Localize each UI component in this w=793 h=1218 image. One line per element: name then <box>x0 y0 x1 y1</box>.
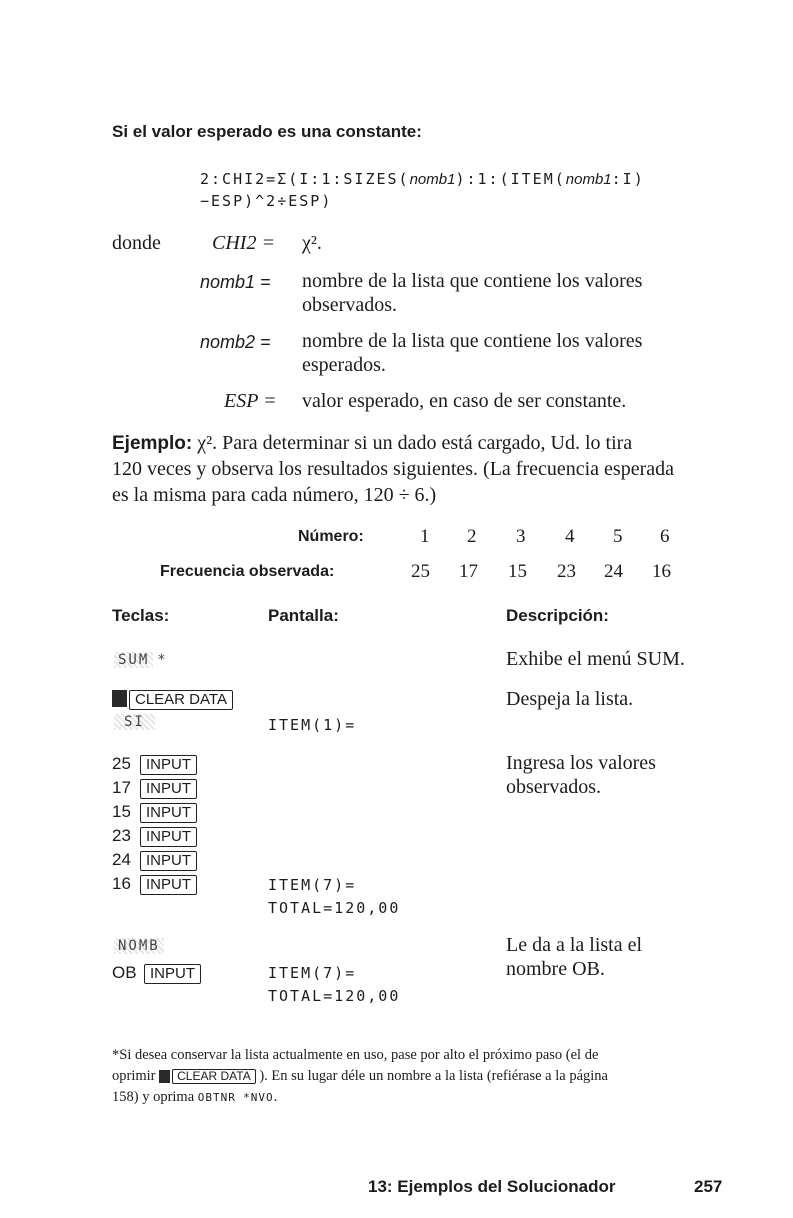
numero-value: 6 <box>660 526 670 547</box>
def-term-chi2: CHI2 = <box>212 232 275 254</box>
section-heading: Si el valor esperado es una constante: <box>112 122 422 141</box>
clear-data-key[interactable]: CLEAR DATA <box>129 690 233 710</box>
col-heading-description: Descripción: <box>506 606 609 625</box>
entry-description-2: observados. <box>506 776 601 798</box>
col-heading-display: Pantalla: <box>268 606 339 625</box>
entry-value: 15 <box>112 802 131 821</box>
entry-description-1: Ingresa los valores <box>506 752 656 774</box>
ob-description-1: Le da a la lista el <box>506 934 643 956</box>
entry-row <box>112 778 197 799</box>
footnote-text: 158) y oprima <box>112 1089 195 1105</box>
formula-part: :I) <box>611 170 645 188</box>
input-key[interactable]: INPUT <box>140 875 197 895</box>
entry-value: 25 <box>112 754 131 773</box>
shift-key[interactable] <box>112 690 127 707</box>
input-key[interactable]: INPUT <box>140 851 197 871</box>
sum-menu-key[interactable]: SUM <box>114 652 153 668</box>
step-si-keys <box>114 713 155 731</box>
step-sum-keys <box>114 651 168 669</box>
example-line-2: 120 veces y observa los resultados siguientes. (La frecuencia esperada <box>112 458 675 480</box>
donde-label: donde <box>112 232 161 254</box>
ob-value: OB <box>112 963 137 982</box>
ob-description-2: nombre OB. <box>506 958 605 980</box>
footnote-text: oprimir <box>112 1068 156 1084</box>
formula-line-2: −ESP)^2÷ESP) <box>200 192 333 210</box>
clear-data-key: CLEAR DATA <box>172 1069 256 1084</box>
input-key[interactable]: INPUT <box>140 779 197 799</box>
input-key[interactable]: INPUT <box>140 803 197 823</box>
input-key[interactable]: INPUT <box>140 755 197 775</box>
clear-description: Despeja la lista. <box>506 688 634 710</box>
footnote-line-1: *Si desea conservar la lista actualmente en uso, pase por alto el próximo paso (el de <box>112 1047 599 1063</box>
ob-display-2: TOTAL=120,00 <box>268 987 401 1005</box>
example-line-3: es la misma para cada número, 120 ÷ 6.) <box>112 484 437 506</box>
entry-row <box>112 874 197 895</box>
formula-variable: nomb1 <box>409 171 456 188</box>
entry-display-1: ITEM(7)= <box>268 876 357 894</box>
step-nomb-keys <box>114 937 164 955</box>
frecuencia-value: 24 <box>604 561 623 582</box>
ob-display-1: ITEM(7)= <box>268 964 357 982</box>
numero-value: 5 <box>613 526 623 547</box>
footnote-marker: * <box>157 652 168 668</box>
frecuencia-label: Frecuencia observada: <box>160 563 335 580</box>
def-term-nomb2: nomb2 = <box>200 332 271 352</box>
frecuencia-value: 15 <box>508 561 527 582</box>
def-desc-nomb2: nombre de la lista que contiene los valores <box>302 330 643 352</box>
shift-key <box>159 1070 170 1083</box>
page-number: 257 <box>694 1177 723 1196</box>
frecuencia-value: 23 <box>557 561 576 582</box>
entry-row <box>112 802 197 823</box>
example-chi: χ². <box>197 432 218 454</box>
frecuencia-value: 16 <box>652 561 671 582</box>
def-term-esp: ESP = <box>224 390 277 412</box>
chapter-title: 13: Ejemplos del Solucionador <box>368 1177 616 1196</box>
numero-value: 2 <box>467 526 477 547</box>
def-desc-chi2: χ². <box>302 232 322 254</box>
formula-variable: nomb1 <box>565 171 612 188</box>
input-key[interactable]: INPUT <box>140 827 197 847</box>
def-desc-nomb1: nombre de la lista que contiene los valores <box>302 270 643 292</box>
obtnr-menu-key: OBTNR <box>197 1091 236 1104</box>
numero-label: Número: <box>298 528 364 545</box>
footnote-text: ). En su lugar déle un nombre a la lista (refiérase a la página <box>259 1068 608 1084</box>
def-desc-esp: valor esperado, en caso de ser constante. <box>302 390 627 412</box>
entry-row <box>112 754 197 775</box>
frecuencia-value: 17 <box>459 561 478 582</box>
numero-value: 1 <box>420 526 430 547</box>
def-desc-nomb2-cont: esperados. <box>302 354 386 376</box>
numero-value: 4 <box>565 526 575 547</box>
entry-value: 16 <box>112 874 131 893</box>
numero-value: 3 <box>516 526 526 547</box>
example-text-1: Para determinar si un dado está cargado, Ud. lo tira <box>222 432 633 454</box>
entry-display-2: TOTAL=120,00 <box>268 899 401 917</box>
entry-value: 17 <box>112 778 131 797</box>
formula-line-1 <box>200 170 645 188</box>
nomb-menu-key[interactable]: NOMB <box>114 938 164 954</box>
example-label: Ejemplo: <box>112 433 193 454</box>
def-term-nomb1: nomb1 = <box>200 272 271 292</box>
example-line-1 <box>112 432 632 455</box>
def-desc-nomb1-cont: observados. <box>302 294 397 316</box>
entry-row <box>112 850 197 871</box>
formula-part: ):1:(ITEM( <box>455 170 566 188</box>
input-key[interactable]: INPUT <box>144 964 201 984</box>
ob-row <box>112 963 201 984</box>
footnote-line-2 <box>112 1068 608 1085</box>
frecuencia-value: 25 <box>411 561 430 582</box>
entry-value: 24 <box>112 850 131 869</box>
sum-description: Exhibe el menú SUM. <box>506 648 685 670</box>
footnote-text: . <box>273 1089 278 1105</box>
entry-value: 23 <box>112 826 131 845</box>
si-display: ITEM(1)= <box>268 716 357 734</box>
footnote-line-3 <box>112 1089 277 1106</box>
si-menu-key[interactable]: SI <box>114 714 155 730</box>
entry-row <box>112 826 197 847</box>
nvo-menu-key: *NVO <box>243 1091 274 1104</box>
col-heading-keys: Teclas: <box>112 606 170 625</box>
step-clear-keys <box>112 690 233 710</box>
formula-part: 2:CHI2=Σ(I:1:SIZES( <box>200 170 410 188</box>
